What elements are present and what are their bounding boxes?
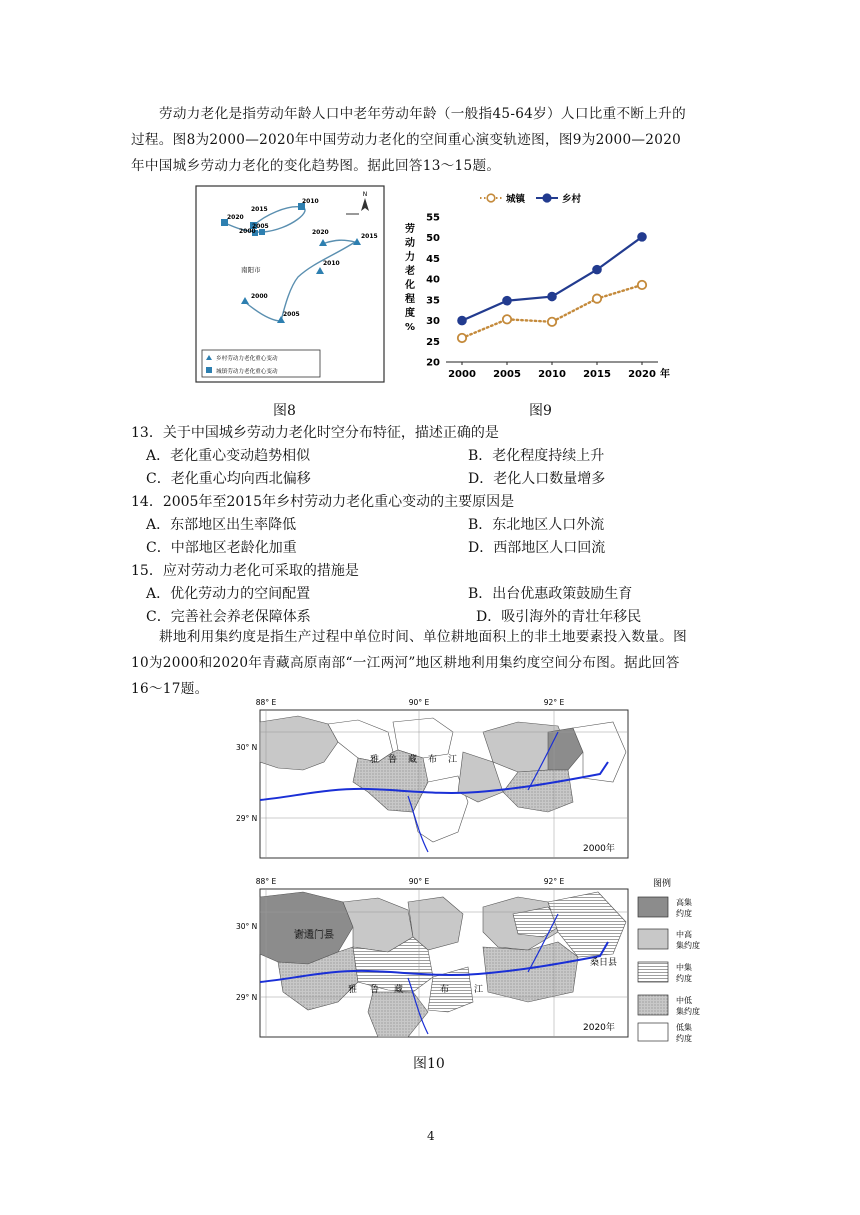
urban-label-2020: 2020 [227, 214, 244, 221]
figure-8-caption: 图8 [273, 403, 296, 419]
map-2000 [260, 710, 628, 858]
x-tick-label: 2015 [583, 369, 611, 380]
intro1-line3: 年中国城乡劳动力老化的变化趋势图。据此回答13～15题。 [131, 158, 501, 174]
legend-urban-label: 城镇劳动力老化重心变动 [216, 369, 278, 375]
river-char-1-2000: 雅 [370, 755, 380, 765]
legend-swatch-mid-high [638, 929, 668, 949]
x-tick-label: 2000 [448, 369, 476, 380]
y-axis-label-char: 化 [405, 280, 415, 291]
river-char-1-2020: 雅 [348, 985, 358, 995]
y-tick-label: 20 [426, 357, 440, 369]
x-tick-label: 2020 [628, 369, 656, 380]
legend-mid-high-line1: 中高 [676, 930, 692, 939]
legend-mid-high-line2: 集约度 [676, 941, 700, 950]
legend-title: 图例 [653, 879, 672, 889]
intro2-line1: 耕地利用集约度是指生产过程中单位时间、单位耕地面积上的非土地要素投入数量。图 [159, 629, 687, 645]
river-char-3-2000: 藏 [408, 755, 418, 765]
river-char-2-2000: 鲁 [388, 755, 398, 765]
river-char-2-2020: 鲁 [370, 985, 380, 995]
figure-10-caption: 图10 [413, 1056, 445, 1072]
intro1-line2: 过程。图8为2000—2020年中国劳动力老化的空间重心演变轨迹图，图9为2000—2020 [131, 132, 682, 148]
series-point-1 [458, 316, 467, 325]
lon-label-90-b: 90° E [408, 877, 430, 886]
question-13-stem: 13．关于中国城乡劳动力老化时空分布特征，描述正确的是 [131, 425, 499, 441]
lon-label-92-b: 92° E [543, 877, 565, 886]
lat-label-30-b: 30° N [236, 922, 258, 931]
intro2-line2: 10为2000和2020年青藏高原南部“一江两河”地区耕地利用集约度空间分布图。据此回答 [131, 655, 680, 671]
intro1-line1: 劳动力老化是指劳动年龄人口中老年劳动年龄（一般指45-64岁）人口比重不断上升的 [159, 106, 686, 122]
river-char-4-2000: 布 [428, 755, 438, 765]
y-tick-label: 55 [426, 212, 440, 224]
y-tick-label: 45 [426, 253, 440, 265]
legend-swatch-high [638, 897, 668, 917]
county-label-sangri: 桑日县 [590, 958, 618, 968]
chart-series [458, 233, 647, 343]
question-13-option-d: D．老化人口数量增多 [468, 471, 606, 487]
river-char-5-2020: 江 [474, 985, 484, 995]
lon-label-88: 88° E [255, 698, 277, 707]
rural-label-2000: 2000 [251, 293, 268, 300]
lon-label-90: 90° E [408, 698, 430, 707]
series-point-0 [503, 315, 511, 323]
urban-label-2015: 2015 [251, 206, 268, 213]
legend-marker-1 [543, 194, 551, 202]
legend-label-1: 乡村 [562, 194, 582, 205]
lon-label-92: 92° E [543, 698, 565, 707]
map-2000-year: 2000年 [583, 844, 615, 854]
lat-label-30: 30° N [236, 743, 258, 752]
figure-9-chart [392, 184, 674, 384]
question-15-option-b: B．出台优惠政策鼓励生育 [468, 586, 633, 602]
series-point-1 [638, 233, 647, 242]
legend-square-icon [206, 367, 212, 373]
map-2020 [260, 889, 628, 1037]
urban-label-2000: 2000 [239, 228, 256, 235]
page-number: 4 [427, 1129, 435, 1143]
north-label: N [362, 191, 368, 198]
legend-swatch-low [638, 1023, 668, 1041]
intro-paragraph-2 [131, 624, 731, 702]
chart-legend [480, 193, 582, 205]
legend-mid-low-line1: 中低 [676, 996, 692, 1005]
series-point-0 [593, 294, 601, 302]
y-axis-label-char: 力 [405, 252, 415, 263]
lat-label-29-b: 29° N [236, 993, 258, 1002]
question-14-option-b: B．东北地区人口外流 [468, 517, 605, 533]
lon-label-88-b: 88° E [255, 877, 277, 886]
intro-paragraph-1 [131, 101, 731, 179]
question-14-option-c: C．中部地区老龄化加重 [146, 540, 297, 556]
y-axis-ticks [426, 213, 440, 369]
legend-marker-0 [487, 194, 495, 202]
question-15-option-a: A．优化劳动力的空间配置 [146, 586, 311, 602]
rural-label-2015: 2015 [361, 233, 378, 240]
y-tick-label: 30 [426, 316, 440, 328]
question-15-stem: 15．应对劳动力老化可采取的措施是 [131, 563, 359, 579]
question-14-option-a: A．东部地区出生率降低 [146, 517, 297, 533]
legend-swatch-mid [638, 962, 668, 982]
legend-mid-line1: 中集 [676, 963, 692, 972]
legend-rural-label: 乡村劳动力老化重心变动 [216, 356, 278, 362]
y-axis-label [404, 222, 415, 333]
river-char-4-2020: 布 [440, 985, 450, 995]
river-char-5-2000: 江 [448, 755, 458, 765]
legend-mid-line2: 约度 [676, 974, 692, 983]
rural-label-2010: 2010 [323, 260, 340, 267]
x-axis-ticks [448, 367, 670, 380]
y-axis-label-char: 程 [405, 294, 415, 305]
y-axis-label-char: % [404, 322, 416, 333]
series-point-1 [503, 296, 512, 305]
figure-8-map [195, 185, 385, 383]
county-label-xietongmen: 谢通门县 [294, 930, 334, 941]
series-point-1 [548, 292, 557, 301]
y-tick-label: 40 [426, 274, 440, 286]
legend-mid-low-line2: 集约度 [676, 1007, 700, 1016]
series-line-1 [462, 237, 642, 321]
city-label: 南阳市 [241, 266, 261, 274]
urban-label-2005: 2005 [252, 223, 269, 230]
y-axis-label-char: 度 [405, 308, 415, 319]
series-point-0 [638, 281, 646, 289]
legend-low-line1: 低集 [676, 1023, 692, 1032]
y-tick-label: 25 [426, 336, 440, 348]
legend-swatch-mid-low [638, 995, 668, 1015]
series-point-0 [458, 334, 466, 342]
x-tick-label: 2005 [493, 369, 521, 380]
river-char-3-2020: 藏 [394, 985, 404, 995]
question-13-option-b: B．老化程度持续上升 [468, 448, 605, 464]
lat-label-29: 29° N [236, 814, 258, 823]
question-13-option-a: A．老化重心变动趋势相似 [146, 448, 311, 464]
y-axis-label-char: 动 [405, 238, 415, 249]
series-point-1 [593, 265, 602, 274]
y-axis-label-char: 老 [405, 266, 415, 277]
fig10-legend [638, 877, 700, 1043]
question-13-option-c: C．老化重心均向西北偏移 [146, 471, 311, 487]
x-axis-unit: 年 [660, 369, 670, 380]
y-tick-label: 50 [426, 233, 440, 245]
chart-axes [446, 362, 658, 365]
question-15-option-c: C．完善社会养老保障体系 [146, 609, 311, 625]
intro2-line3: 16～17题。 [131, 681, 209, 697]
y-tick-label: 35 [426, 295, 440, 307]
rural-label-2005: 2005 [283, 311, 300, 318]
figure-9-caption: 图9 [529, 403, 552, 419]
rural-label-2020: 2020 [312, 229, 329, 236]
series-point-0 [548, 318, 556, 326]
figure-10-maps [228, 692, 728, 1044]
question-15-option-d: D．吸引海外的青壮年移民 [476, 609, 642, 625]
legend-high-line2: 约度 [676, 909, 692, 918]
x-tick-label: 2010 [538, 369, 566, 380]
map-2020-year: 2020年 [583, 1023, 615, 1033]
urban-label-2010: 2010 [302, 198, 319, 205]
question-14-option-d: D．西部地区人口回流 [468, 540, 606, 556]
y-axis-label-char: 劳 [405, 224, 415, 235]
legend-label-0: 城镇 [506, 194, 526, 205]
legend-high-line1: 高集 [676, 898, 692, 907]
question-14-stem: 14．2005年至2015年乡村劳动力老化重心变动的主要原因是 [131, 494, 515, 510]
legend-low-line2: 约度 [676, 1034, 692, 1043]
